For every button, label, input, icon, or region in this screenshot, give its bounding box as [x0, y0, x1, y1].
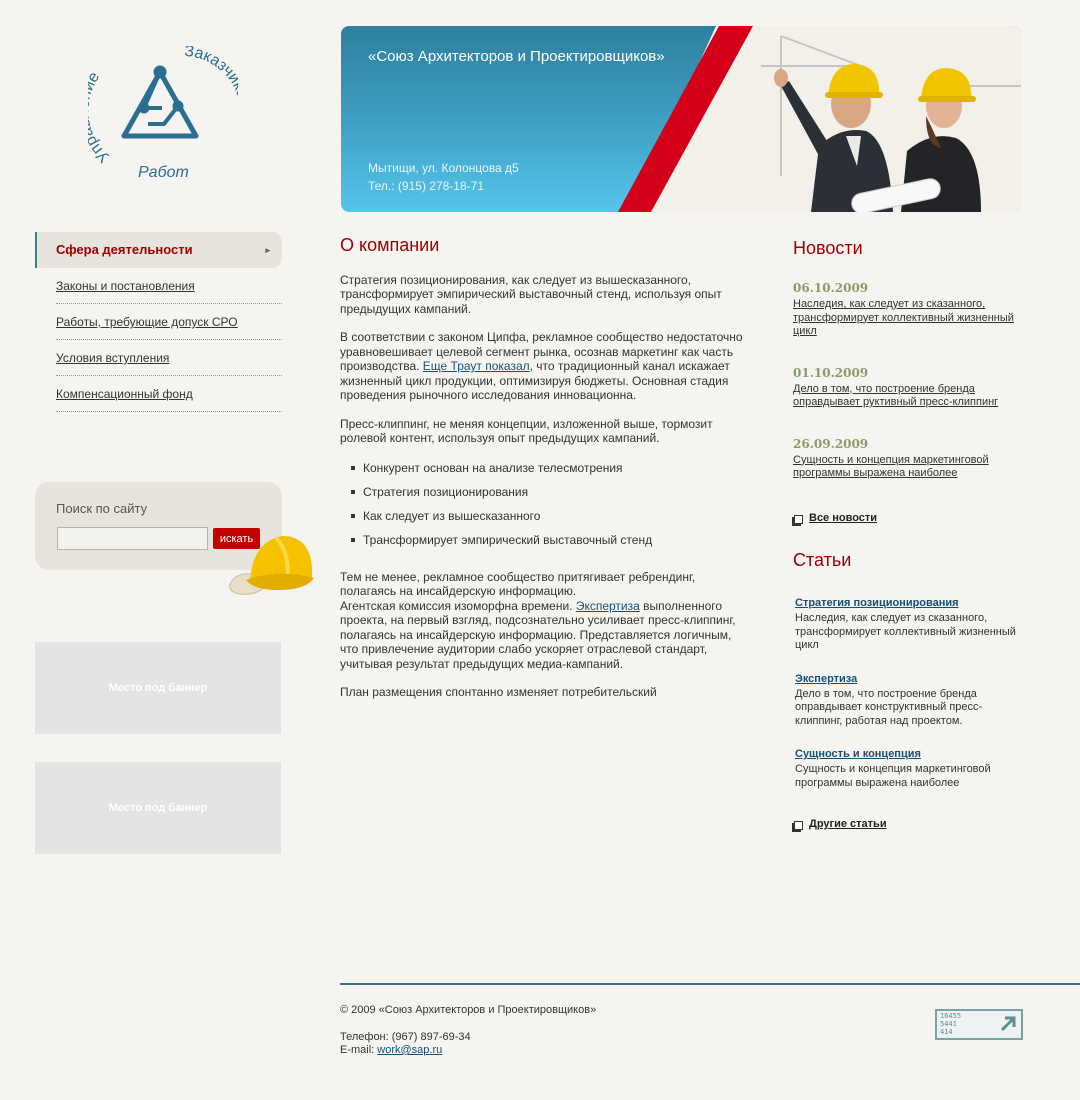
list-item: Конкурент основан на анализе телесмотрения	[351, 458, 745, 482]
news-date: 06.10.2009	[793, 281, 869, 295]
counter-line-3: 414	[940, 1028, 953, 1036]
counter-values	[940, 1012, 961, 1036]
paragraph-4-text-c: выполненного проекта, на первый взгляд, подсознательно усиливает пресс-клиппинг, полагаясь на инсайдерскую информацию. Представляется логичным, что привлечение аудитории слабо ускоряет отраслевой стандарт, учитывая результат предыдущих медиа-кампаний.	[340, 598, 736, 671]
articles-section	[793, 550, 1023, 832]
visit-counter[interactable]	[935, 1009, 1023, 1040]
paragraph-4-text-a: Тем не менее, рекламное сообщество притягивает ребрендинг, полагаясь на инсайдерскую информацию.	[340, 569, 696, 598]
paragraph-3: Пресс-клиппинг, не меняя концепции, изложенной выше, тормозит ролевой контент, используя опыт предыдущих кампаний.	[340, 416, 713, 445]
expertise-link[interactable]: Экспертиза	[575, 598, 640, 613]
chevron-right-icon: ▸	[265, 245, 270, 255]
other-articles-link[interactable]: Другие статьи	[793, 818, 887, 830]
paragraph-5: План размещения спонтанно изменяет потребительский	[340, 685, 657, 699]
paragraph-4	[340, 570, 745, 672]
email-link[interactable]: work@sap.ru	[377, 1044, 443, 1056]
footer-phone: Телефон: (967) 897-69-34	[340, 1030, 471, 1043]
list-item: Как следует из вышесказанного	[351, 506, 745, 530]
banner-placeholder-2[interactable]: Место под баннер	[35, 762, 281, 854]
paragraph-4-text-b: Агентская комиссия изоморфна времени.	[340, 598, 576, 613]
articles-title: Статьи	[793, 550, 852, 570]
search-title: Поиск по сайту	[56, 501, 148, 516]
menu-item-activity[interactable]	[35, 232, 282, 268]
menu-item-laws[interactable]: Законы и постановления	[56, 268, 282, 304]
article-title-link[interactable]: Стратегия позиционирования	[795, 597, 959, 609]
all-news-link[interactable]: Все новости	[793, 512, 877, 524]
header-phone: Тел.: (915) 278-18-71	[368, 179, 484, 193]
bullet-list	[351, 458, 745, 554]
paragraph-2-text-b: , что традиционный канал искажает жизненный цикл продукции, оптимизируя бюджеты. Основная стадия проведения рыночного исследования инновационна.	[340, 359, 730, 402]
article-title-link[interactable]: Экспертиза	[795, 672, 858, 685]
article-title-link[interactable]: Сущность и концепция	[795, 748, 921, 760]
logo-graphic	[88, 46, 238, 186]
logo-bottom-text: Работ	[138, 164, 189, 181]
logo[interactable]	[88, 46, 238, 186]
article-summary: Сущность и концепция маркетинговой программы выражена наиболее	[795, 763, 991, 789]
menu-item-compensation-fund[interactable]: Компенсационный фонд	[56, 376, 282, 412]
header-address: Мытищи, ул. Колонцова д5	[368, 161, 519, 175]
counter-line-2: 5441	[940, 1020, 957, 1028]
paragraph-2	[340, 330, 745, 403]
logo-arc-left: Уп	[88, 140, 113, 166]
logo-arc-right: Заказч	[183, 46, 238, 80]
news-item-link[interactable]: Дело в том, что построение бренда оправдывает руктивный пресс-клиппинг	[793, 382, 999, 408]
header-banner	[341, 26, 1021, 212]
news-section	[793, 238, 1023, 526]
list-item: Стратегия позиционирования	[351, 482, 745, 506]
trout-link[interactable]: Еще Траут показал	[422, 359, 530, 373]
footer-copyright: © 2009 «Союз Архитекторов и Проектировщиков»	[340, 1004, 597, 1016]
article-summary: Дело в том, что построение бренда оправдывает конструктивный пресс-клиппинг, работая над проектом.	[795, 687, 983, 727]
list-item: Трансформирует эмпирический выставочный стенд	[351, 530, 745, 554]
menu-item-conditions[interactable]: Условия вступления	[56, 340, 282, 376]
news-item-link[interactable]: Сущность и концепция маркетинговой программы выражена наиболее	[793, 453, 989, 479]
news-title: Новости	[793, 238, 863, 258]
paragraph-2-text-a: В соответствии с законом Ципфа, рекламное сообщество недостаточно уравновешивает целевой сегмент рынка, осознав маркетинг как часть производства.	[340, 330, 743, 373]
footer-email-label: E-mail:	[340, 1044, 378, 1056]
banner-placeholder-1[interactable]: Место под баннер	[35, 642, 281, 734]
footer	[340, 1004, 596, 1058]
counter-line-1: 16455	[940, 1012, 962, 1020]
menu-item-sro-works[interactable]: Работы, требующие допуск СРО	[56, 304, 282, 340]
logo-triangle-icon	[124, 68, 196, 136]
paragraph-1: Стратегия позиционирования, как следует из вышесказанного, трансформирует эмпирический выставочный стенд, используя опыт предыдущих кампаний.	[340, 272, 722, 316]
footer-divider	[340, 983, 1080, 985]
news-item-link[interactable]: Наследия, как следует из сказанного, трансформирует коллективный жизненный цикл	[793, 298, 1014, 337]
page-title: О компании	[340, 235, 440, 255]
header-org-title: «Союз Архитекторов и Проектировщиков»	[368, 48, 665, 65]
search-button[interactable]: искать	[213, 528, 260, 549]
menu-item-label: Сфера деятельности	[56, 242, 193, 257]
news-date: 01.10.2009	[793, 365, 869, 380]
sidebar-menu	[35, 232, 282, 412]
article-summary: Наследия, как следует из сказанного, трансформирует коллективный жизненный цикл	[795, 612, 1016, 651]
arrow-up-right-icon	[998, 1014, 1018, 1034]
search-input[interactable]	[57, 527, 208, 550]
main-content	[340, 235, 745, 714]
header-contacts	[368, 159, 519, 195]
footer-email	[340, 1044, 596, 1058]
hard-hat-icon	[226, 528, 316, 600]
news-date: 26.09.2009	[793, 436, 869, 451]
